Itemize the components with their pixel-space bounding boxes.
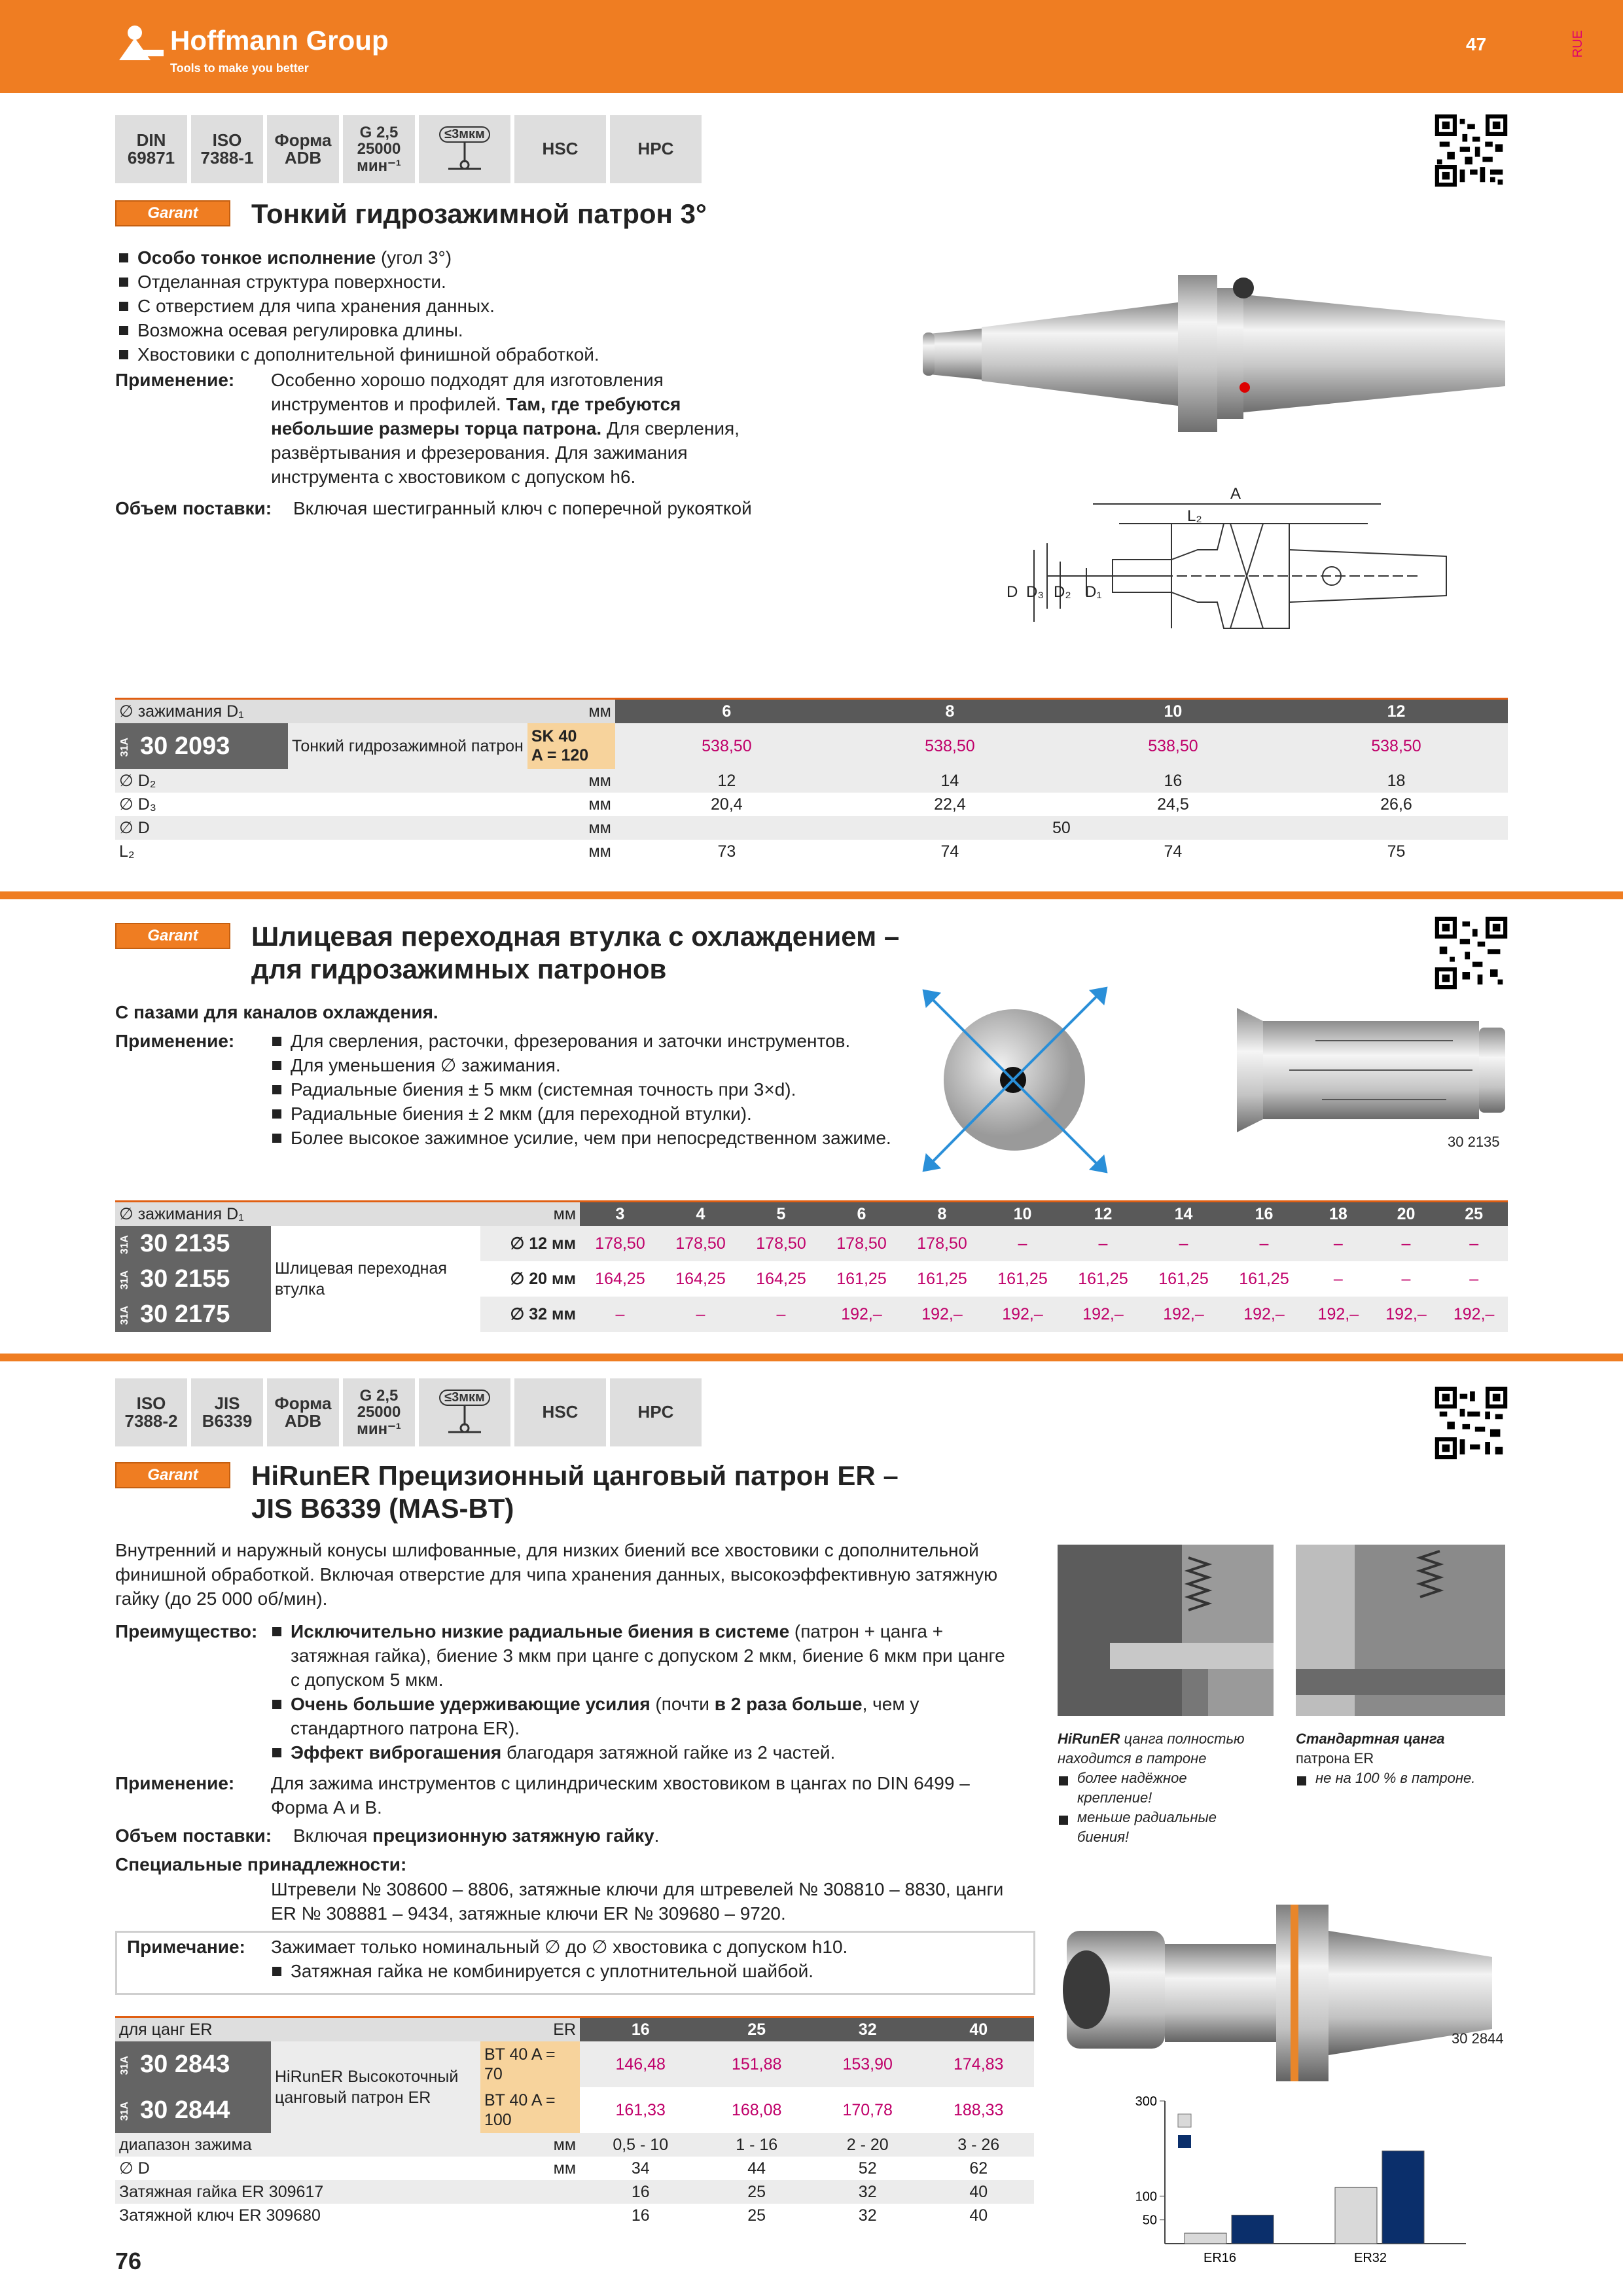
section3-table bbox=[115, 2016, 1034, 2227]
er-chuck-image bbox=[1060, 1892, 1505, 2081]
note-text: Зажимает только номинальный ∅ до ∅ хвостовика с допуском h10. Затяжная гайка не комбинируется с уплотнительной шайбой. bbox=[271, 1935, 1024, 1983]
brand-name: Hoffmann Group bbox=[170, 25, 389, 56]
qr-code-icon[interactable] bbox=[1435, 916, 1508, 990]
section2-bullets bbox=[271, 1029, 925, 1150]
list-item: Хвостовики с дополнительной финишной обработкой. bbox=[118, 342, 838, 367]
hirun-caption: HiRunER цанга полностью находится в патроне более надёжное крепление! меньше радиальные биения! bbox=[1058, 1729, 1280, 1847]
product-name: Шлицевая переходная втулка bbox=[271, 1226, 480, 1332]
badge: JIS B6339 bbox=[191, 1378, 263, 1446]
list-item: Для сверления, расточки, фрезерования и заточки инструментов. bbox=[271, 1029, 925, 1053]
page-number: 47 bbox=[1466, 34, 1487, 54]
garant-brand-badge: Garant bbox=[115, 1462, 230, 1488]
badge: HPC bbox=[610, 115, 702, 183]
x-tick-label: ER32 bbox=[1353, 2251, 1387, 2265]
qr-code-icon[interactable] bbox=[1435, 114, 1508, 187]
qr-code-icon[interactable] bbox=[1435, 1386, 1508, 1460]
application-label: Применение: bbox=[115, 1031, 235, 1051]
technical-drawing bbox=[1001, 484, 1512, 661]
badge: HPC bbox=[610, 1378, 702, 1446]
chart-bar bbox=[1185, 2233, 1226, 2244]
article-number[interactable]: 31A 30 2175 bbox=[115, 1297, 271, 1332]
chart-bar bbox=[1335, 2187, 1377, 2244]
price: 538,50 bbox=[615, 723, 838, 769]
list-item: Затяжная гайка не комбинируется с уплотнительной шайбой. bbox=[271, 1959, 1024, 1983]
table-row: ∅ D₂ мм 12 14 16 18 bbox=[115, 769, 1508, 793]
article-number[interactable]: 31A 30 2155 bbox=[115, 1261, 271, 1297]
list-item: Исключительно низкие радиальные биения в системе (патрон + цанга + bbox=[271, 1619, 1043, 1643]
price: 538,50 bbox=[838, 723, 1061, 769]
list-item: Радиальные биения ± 2 мкм (для переходной втулки). bbox=[271, 1102, 925, 1126]
accessories-text: Штревели № 308600 – 8806, затяжные ключи для штревелей № 308810 – 8830, цанги ER № 308881 – 9434, затяжные ключи ER № 309680 – 9720. bbox=[271, 1879, 1004, 1924]
table-header: ∅ зажимания D₁ мм 3 4 5 6 8 10 12 14 16 18 20 25 bbox=[115, 1202, 1508, 1227]
brand-logo bbox=[115, 21, 390, 80]
table-row: диапазон зажима мм 0,5 - 10 1 - 16 2 - 20 3 - 26 bbox=[115, 2133, 1034, 2157]
column-header: 12 bbox=[1285, 699, 1508, 724]
list-item: Более высокое зажимное усилие, чем при непосредственном зажиме. bbox=[271, 1126, 925, 1150]
table-row: ∅ D мм 34 44 52 62 bbox=[119, 2159, 988, 2178]
svg-text:D₃: D₃ bbox=[1026, 583, 1044, 601]
section-divider bbox=[0, 1354, 1623, 1361]
list-item: Особо тонкое исполнение (угол 3°) bbox=[118, 245, 838, 270]
y-tick-label: 50 bbox=[1142, 2213, 1157, 2228]
article-number[interactable]: 31A 30 2844 bbox=[115, 2087, 271, 2133]
section1-table bbox=[115, 698, 1508, 863]
table-row: L₂ мм 73 74 74 75 bbox=[119, 842, 1406, 861]
accessories-label: Специальные принадлежности: bbox=[115, 1854, 407, 1874]
list-item: Для уменьшения ∅ зажимания. bbox=[271, 1053, 925, 1077]
section2-title: Шлицевая переходная втулка с охлаждением – для гидрозажимных патронов bbox=[251, 921, 900, 984]
table-row: ∅ D мм 50 bbox=[115, 816, 1508, 840]
spec-badges bbox=[115, 1378, 702, 1446]
price: 538,50 bbox=[1061, 723, 1285, 769]
sleeve-side-image bbox=[1237, 1001, 1512, 1139]
table-row[interactable]: 31A 30 2135 Шлицевая переходная втулка ∅ 12 мм 178,50 178,50 178,50 178,50 178,50 – – – – – – – bbox=[115, 1226, 1508, 1261]
section3-title: HiRunER Прецизионный цанговый патрон ER – JIS B6339 (MAS-BT) bbox=[251, 1460, 899, 1524]
price: 538,50 bbox=[1285, 723, 1508, 769]
hoffmann-logo-icon bbox=[115, 24, 165, 62]
language-code: RUE bbox=[1571, 30, 1585, 58]
standard-caption: Стандартная цанга патрона ER не на 100 % в патроне. bbox=[1296, 1729, 1505, 1788]
y-tick-label: 300 bbox=[1135, 2094, 1157, 2109]
legend-swatch-hirun bbox=[1178, 2135, 1191, 2148]
image-caption: 30 2135 bbox=[1448, 1134, 1500, 1150]
svg-text:D₁: D₁ bbox=[1085, 583, 1102, 601]
list-item: С отверстием для чипа хранения данных. bbox=[118, 294, 838, 318]
spec-badges bbox=[115, 115, 702, 183]
sleeve-front-image bbox=[916, 982, 1139, 1178]
delivery-label: Объем поставки: bbox=[115, 498, 272, 518]
x-tick-label: ER16 bbox=[1203, 2251, 1237, 2265]
column-header: ∅ зажимания D₁ bbox=[115, 699, 527, 724]
application-label: Применение: bbox=[115, 370, 235, 390]
badge: ISO 7388-2 bbox=[115, 1378, 187, 1446]
chart-bar bbox=[1382, 2151, 1424, 2244]
article-number[interactable]: 31A 30 2135 bbox=[115, 1226, 271, 1261]
y-tick-label: 100 bbox=[1135, 2189, 1157, 2204]
table-header: для цанг ER ER 16 25 32 40 bbox=[115, 2017, 1034, 2042]
svg-text:A: A bbox=[1230, 485, 1241, 503]
column-header: 6 bbox=[615, 699, 838, 724]
advantage-list: Исключительно низкие радиальные биения в системе (патрон + цанга + затяжная гайка), биение 3 мкм при цанге с допуском 2 мкм, биение 6 мкм при цанге с допуском 5 мкм. Очень большие удерживающие усилия (почти в 2 раза больше, чем у стандартного патрона ER). Эффект виброгашения благодаря затяжной гайке из 2 частей. bbox=[271, 1619, 1043, 1765]
brand-tagline: Tools to make you better bbox=[170, 62, 309, 75]
column-header: 8 bbox=[838, 699, 1061, 724]
product-name: HiRunER Высокоточный цанговый патрон ER bbox=[271, 2041, 480, 2133]
unit: мм bbox=[527, 699, 615, 724]
article-number[interactable]: 31A 30 2843 bbox=[115, 2041, 271, 2087]
garant-brand-badge: Garant bbox=[115, 200, 230, 226]
table-row: ∅ D₃ мм 20,4 22,4 24,5 26,6 bbox=[119, 795, 1412, 814]
table-row[interactable]: 31A 30 2155 ∅ 20 мм 164,25 164,25 164,25 161,25 161,25 161,25 161,25 161,25 161,25 – – – bbox=[115, 1261, 1508, 1297]
application-text: Для зажима инструментов с цилиндрическим хвостовиком в цангах по DIN 6499 – Форма A и B. bbox=[271, 1773, 970, 1818]
hydraulic-chuck-image bbox=[916, 249, 1518, 458]
table-row[interactable] bbox=[115, 723, 1508, 769]
badge: Форма ADB bbox=[267, 115, 339, 183]
product-name: Тонкий гидрозажимной патрон bbox=[288, 723, 527, 769]
chart-bar bbox=[1232, 2215, 1274, 2244]
table-header bbox=[115, 699, 1508, 724]
badge: HSC bbox=[514, 115, 606, 183]
application-label: Применение: bbox=[115, 1773, 235, 1793]
sk-spec: SK 40 A = 120 bbox=[527, 723, 615, 769]
table-row: Затяжной ключ ER 309680 16 25 32 40 bbox=[119, 2206, 988, 2225]
svg-text:D₂: D₂ bbox=[1054, 583, 1071, 601]
svg-text:L₂: L₂ bbox=[1187, 507, 1202, 525]
runout-badge: ≤3мкм bbox=[419, 1378, 510, 1446]
runout-icon bbox=[435, 143, 494, 173]
garant-brand-badge: Garant bbox=[115, 923, 230, 949]
delivery-label: Объем поставки: bbox=[115, 1825, 272, 1846]
standard-collet-photo bbox=[1296, 1545, 1505, 1716]
runout-icon bbox=[435, 1406, 494, 1436]
application-text: Особенно хорошо подходят для изготовления инструментов и профилей. Там, где требуются небольшие размеры торца патрона. Для сверления, развёртывания и фрезерования. Для зажимания инструмента с хвостовиком с допуском h6. bbox=[271, 370, 740, 487]
note-label: Примечание: bbox=[127, 1937, 245, 1957]
runout-comparison-chart bbox=[1113, 2088, 1479, 2271]
section3-intro: Внутренний и наружный конусы шлифованные, для низких биений все хвостовики с дополнительной финишной обработкой. Включая отверстие для чипа хранения данных, высокоэффективную затяжную гайку (до 25 000 об/мин). bbox=[115, 1540, 998, 1609]
table-row: Затяжная гайка ER 309617 16 25 32 40 bbox=[115, 2180, 1034, 2204]
table-row[interactable]: 31A 30 2844 BT 40 A = 100 161,33 168,08 170,78 188,33 bbox=[115, 2087, 1034, 2133]
badge: HSC bbox=[514, 1378, 606, 1446]
image-caption: 30 2844 bbox=[1452, 2030, 1504, 2047]
column-header: 10 bbox=[1061, 699, 1285, 724]
runout-badge: ≤3мкм bbox=[419, 115, 510, 183]
badge: G 2,5 25000 мин⁻¹ bbox=[343, 115, 415, 183]
article-number[interactable]: 31A 30 2093 bbox=[115, 723, 288, 769]
badge: ISO 7388-1 bbox=[191, 115, 263, 183]
section2-subtitle: С пазами для каналов охлаждения. bbox=[115, 1002, 438, 1022]
footer-page-number: 76 bbox=[115, 2248, 142, 2274]
table-row[interactable]: 31A 30 2175 ∅ 32 мм – – – 192,– 192,– 192,– 192,– 192,– 192,– 192,– 192,– 192,– bbox=[115, 1297, 1508, 1332]
legend-swatch-standard bbox=[1178, 2114, 1191, 2127]
list-item: Возможна осевая регулировка длины. bbox=[118, 318, 838, 342]
table-row[interactable]: 31A 30 2843 HiRunER Высокоточный цанговый патрон ER BT 40 A = 70 146,48 151,88 153,90 174,83 bbox=[115, 2041, 1034, 2087]
hirun-collet-photo bbox=[1058, 1545, 1274, 1716]
badge: G 2,5 25000 мин⁻¹ bbox=[343, 1378, 415, 1446]
advantage-label: Преимущество: bbox=[115, 1621, 258, 1641]
section1-title: Тонкий гидрозажимной патрон 3° bbox=[251, 198, 707, 229]
svg-text:D: D bbox=[1007, 583, 1018, 601]
delivery-text: Включая прецизионную затяжную гайку. bbox=[293, 1825, 660, 1846]
badge: DIN 69871 bbox=[115, 115, 187, 183]
list-item: Эффект виброгашения благодаря затяжной гайке из 2 частей. bbox=[271, 1740, 1043, 1765]
delivery-text: Включая шестигранный ключ с поперечной рукояткой bbox=[293, 498, 752, 518]
list-item: Отделанная структура поверхности. bbox=[118, 270, 838, 294]
section2-table bbox=[115, 1200, 1508, 1332]
list-item: Очень большие удерживающие усилия (почти в 2 раза больше, чем у bbox=[271, 1692, 1043, 1716]
list-item: Радиальные биения ± 5 мкм (системная точность при 3×d). bbox=[271, 1077, 925, 1102]
section-divider bbox=[0, 891, 1623, 899]
badge: Форма ADB bbox=[267, 1378, 339, 1446]
section1-features bbox=[118, 245, 838, 367]
